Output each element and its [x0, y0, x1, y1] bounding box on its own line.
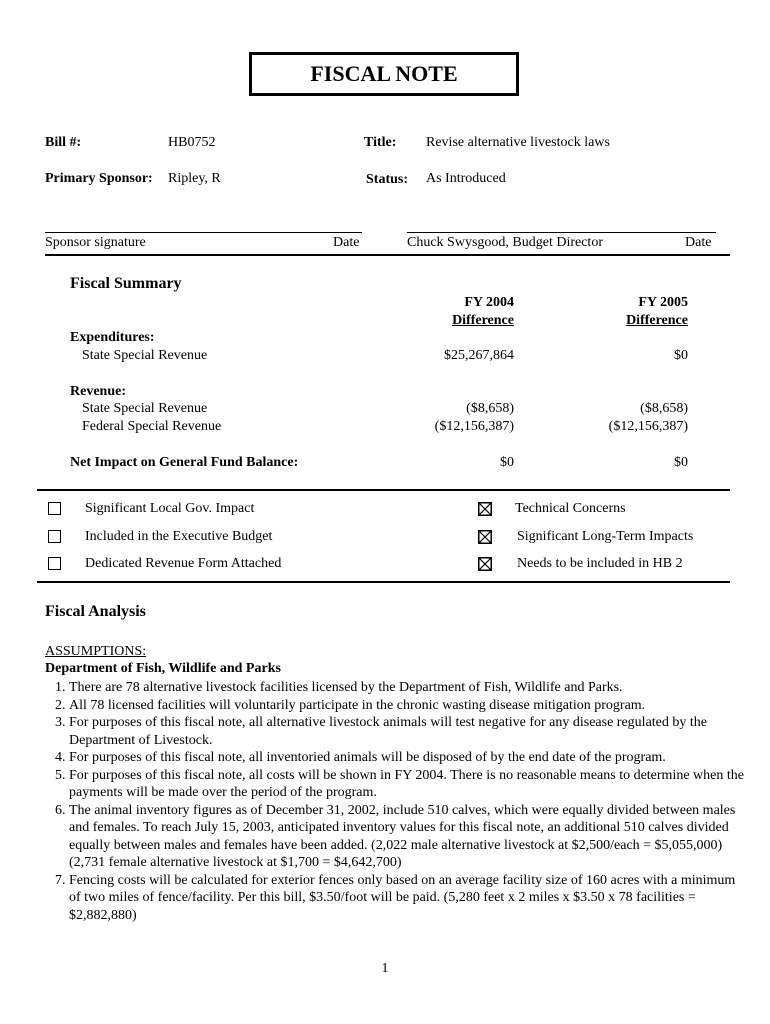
revenue-row-fy2005: ($12,156,387) [608, 419, 688, 434]
checklist-label: Significant Local Gov. Impact [85, 501, 255, 516]
title-label: Title: [364, 135, 397, 150]
revenue-row-fy2005: ($8,658) [640, 401, 688, 416]
expenditure-row-fy2004: $25,267,864 [444, 348, 514, 363]
revenue-row-fy2004: ($12,156,387) [434, 419, 514, 434]
expenditure-row-fy2005: $0 [674, 348, 688, 363]
fiscal-summary-heading: Fiscal Summary [70, 275, 182, 292]
revenue-row-label: Federal Special Revenue [82, 419, 222, 434]
checklist-bottom-divider [37, 581, 730, 583]
page-title: FISCAL NOTE [249, 52, 519, 96]
fiscal-analysis-heading: Fiscal Analysis [45, 603, 146, 620]
sponsor-signature-caption: Sponsor signature [45, 235, 146, 250]
list-item: 6. The animal inventory figures as of December 31, 2002, include 510 calves, which were equally divided between males and females. To reach July 15, 2003, anticipated inventory values for this fiscal note, an additional 510 calves divided equally between males and females have been added. (2,022 male alternative livestock at $2,500/each = $5,055,000)(2,731 female alternative livestock at $1,700 = $4,642,700) [69, 802, 749, 872]
assumptions-label: ASSUMPTIONS: [45, 644, 147, 659]
checkbox-checked-icon[interactable] [478, 502, 492, 516]
primary-sponsor-value: Ripley, R [168, 171, 221, 186]
checkbox-checked-icon[interactable] [478, 530, 492, 544]
department-heading: Department of Fish, Wildlife and Parks [45, 661, 281, 676]
checklist-label: Significant Long-Term Impacts [517, 529, 694, 544]
net-impact-fy2004: $0 [500, 455, 514, 470]
primary-sponsor-label: Primary Sponsor: [45, 171, 153, 186]
status-value: As Introduced [426, 171, 506, 186]
checklist-label: Dedicated Revenue Form Attached [85, 556, 282, 571]
budget-director-caption: Chuck Swysgood, Budget Director [407, 235, 603, 250]
sponsor-signature-line [45, 232, 362, 233]
sponsor-date-caption: Date [333, 235, 360, 250]
fy2004-subheader: Difference [452, 313, 514, 328]
director-date-caption: Date [685, 235, 712, 250]
expenditure-row-label: State Special Revenue [82, 348, 208, 363]
page-number: 1 [381, 961, 389, 976]
net-impact-fy2005: $0 [674, 455, 688, 470]
checkbox-empty[interactable] [48, 530, 61, 543]
bill-number-label: Bill #: [45, 135, 82, 150]
bill-number-value: HB0752 [168, 135, 216, 150]
net-impact-label: Net Impact on General Fund Balance: [70, 455, 299, 470]
list-item: 2. All 78 licensed facilities will voluntarily participate in the chronic wasting disease mitigation program. [69, 697, 749, 715]
checkbox-checked-icon[interactable] [478, 557, 492, 571]
checklist-label: Needs to be included in HB 2 [517, 556, 683, 571]
status-label: Status: [366, 172, 409, 187]
list-item: 5. For purposes of this fiscal note, all costs will be shown in FY 2004. There is no reasonable means to determine when the payments will be made over the period of the program. [69, 767, 749, 802]
fy2005-subheader: Difference [626, 313, 688, 328]
fy2004-header: FY 2004 [464, 295, 514, 310]
header-divider [45, 254, 730, 256]
title-value: Revise alternative livestock laws [426, 135, 610, 150]
list-item: 7. Fencing costs will be calculated for exterior fences only based on an average facility size of 160 acres with a minimum of two miles of fence/facility. Per this bill, $3.50/foot will be paid. (5,280 feet x 2 miles x $3.50 x 78 facilities = $2,882,880) [69, 872, 749, 925]
revenue-row-fy2004: ($8,658) [466, 401, 514, 416]
checkbox-empty[interactable] [48, 557, 61, 570]
list-item: 4. For purposes of this fiscal note, all inventoried animals will be disposed of by the end date of the program. [69, 749, 749, 767]
checklist-top-divider [37, 489, 730, 491]
revenue-row-label: State Special Revenue [82, 401, 208, 416]
assumptions-list [45, 679, 749, 924]
list-item: 3. For purposes of this fiscal note, all alternative livestock animals will test negative for any disease regulated by the Department of Livestock. [69, 714, 749, 749]
director-signature-line [407, 232, 716, 233]
revenue-label: Revenue: [70, 384, 126, 399]
checklist-label: Included in the Executive Budget [85, 529, 273, 544]
fy2005-header: FY 2005 [638, 295, 688, 310]
list-item: 1. There are 78 alternative livestock facilities licensed by the Department of Fish, Wildlife and Parks. [69, 679, 749, 697]
expenditures-label: Expenditures: [70, 330, 155, 345]
checkbox-empty[interactable] [48, 502, 61, 515]
checklist-label: Technical Concerns [515, 501, 626, 516]
